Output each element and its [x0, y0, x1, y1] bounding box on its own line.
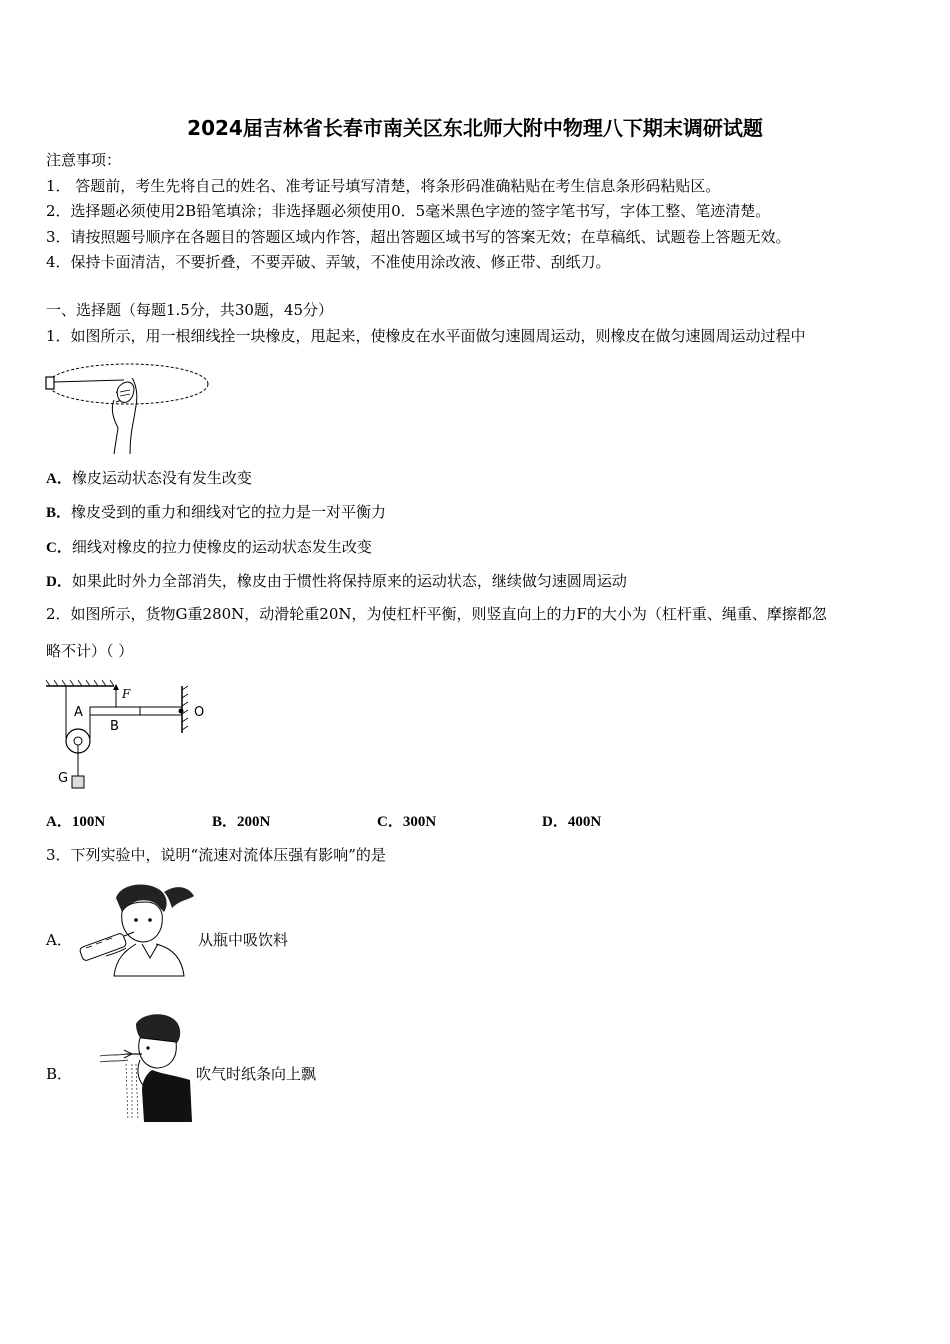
question-2-stem-cont: 略不计）（ ）	[46, 642, 134, 660]
q2-option-c[interactable]	[377, 810, 436, 831]
option-text: 400N	[567, 814, 602, 830]
option-label: D．	[46, 574, 72, 590]
q2-option-a[interactable]	[46, 810, 105, 831]
option-text: 细线对橡皮的拉力使橡皮的运动状态发生改变	[71, 538, 372, 556]
notice-item: 4．保持卡面清洁，不要折叠，不要弄破、弄皱，不准使用涂改液、修正带、刮纸刀。	[46, 253, 611, 271]
option-label: C．	[377, 814, 403, 830]
q3-option-b-text: 吹气时纸条向上飘	[196, 1065, 317, 1083]
option-text: 橡皮受到的重力和细线对它的拉力是一对平衡力	[71, 503, 387, 521]
label-a: A	[74, 705, 83, 720]
notice-item: 3．请按照题号顺序在各题目的答题区域内作答，超出答题区域书写的答案无效；在草稿纸、试题卷上答题无效。	[46, 228, 791, 246]
notice-item: 2．选择题必须使用2B铅笔填涂；非选择题必须使用0．5毫米黑色字迹的签字笔书写，字体工整、笔迹清楚。	[46, 202, 771, 220]
notice-heading: 注意事项：	[46, 151, 122, 169]
option-label: B．	[212, 814, 238, 830]
q3-figure-girl-drinking	[76, 878, 200, 980]
question-2-stem: 2．如图所示，货物G重280N，动滑轮重20N，为使杠杆平衡，则竖直向上的力F的大小为（杠杆重、绳重、摩擦都忽	[46, 605, 827, 623]
q1-option-d[interactable]	[46, 570, 627, 591]
q3-option-a-label[interactable]: A．	[46, 931, 72, 949]
option-label: D．	[542, 814, 568, 830]
q3-figure-boy-blowing	[96, 1010, 200, 1126]
question-3-stem: 3．下列实验中，说明“流速对流体压强有影响”的是	[46, 846, 386, 864]
option-text: 橡皮运动状态没有发生改变	[71, 469, 252, 487]
label-g: G	[58, 771, 69, 786]
q1-option-c[interactable]	[46, 536, 372, 557]
q3-option-a-text: 从瓶中吸饮料	[198, 931, 289, 949]
option-text: 300N	[402, 814, 437, 830]
question-1-stem: 1．如图所示，用一根细线拴一块橡皮，甩起来，使橡皮在水平面做匀速圆周运动，则橡皮在做匀速圆周运动过程中	[46, 327, 806, 345]
option-label: A．	[46, 471, 72, 487]
q1-option-a[interactable]	[46, 467, 252, 488]
notice-item: 1． 答题前，考生先将自己的姓名、准考证号填写清楚，将条形码准确粘贴在考生信息条形码粘贴区。	[46, 177, 721, 195]
option-label: C．	[46, 540, 72, 556]
q1-option-b[interactable]	[46, 501, 386, 522]
option-text: 如果此时外力全部消失，橡皮由于惯性将保持原来的运动状态，继续做匀速圆周运动	[71, 572, 627, 590]
q1-figure-rubber-circle	[44, 358, 212, 458]
option-label: A．	[46, 814, 72, 830]
option-text: 200N	[237, 814, 271, 830]
q2-figure-lever-pulley	[44, 678, 214, 798]
label-f: F	[122, 687, 131, 701]
section-heading: 一、选择题（每题1.5分，共30题，45分）	[46, 301, 334, 319]
label-b: B	[110, 719, 119, 734]
option-text: 100N	[71, 814, 106, 830]
q2-option-b[interactable]	[212, 810, 270, 831]
label-o: O	[194, 705, 205, 720]
option-label: B．	[46, 505, 72, 521]
q2-option-d[interactable]	[542, 810, 601, 831]
q3-option-b-label[interactable]: B．	[46, 1065, 73, 1083]
page-title: 2024届吉林省长春市南关区东北师大附中物理八下期末调研试题	[187, 116, 763, 140]
